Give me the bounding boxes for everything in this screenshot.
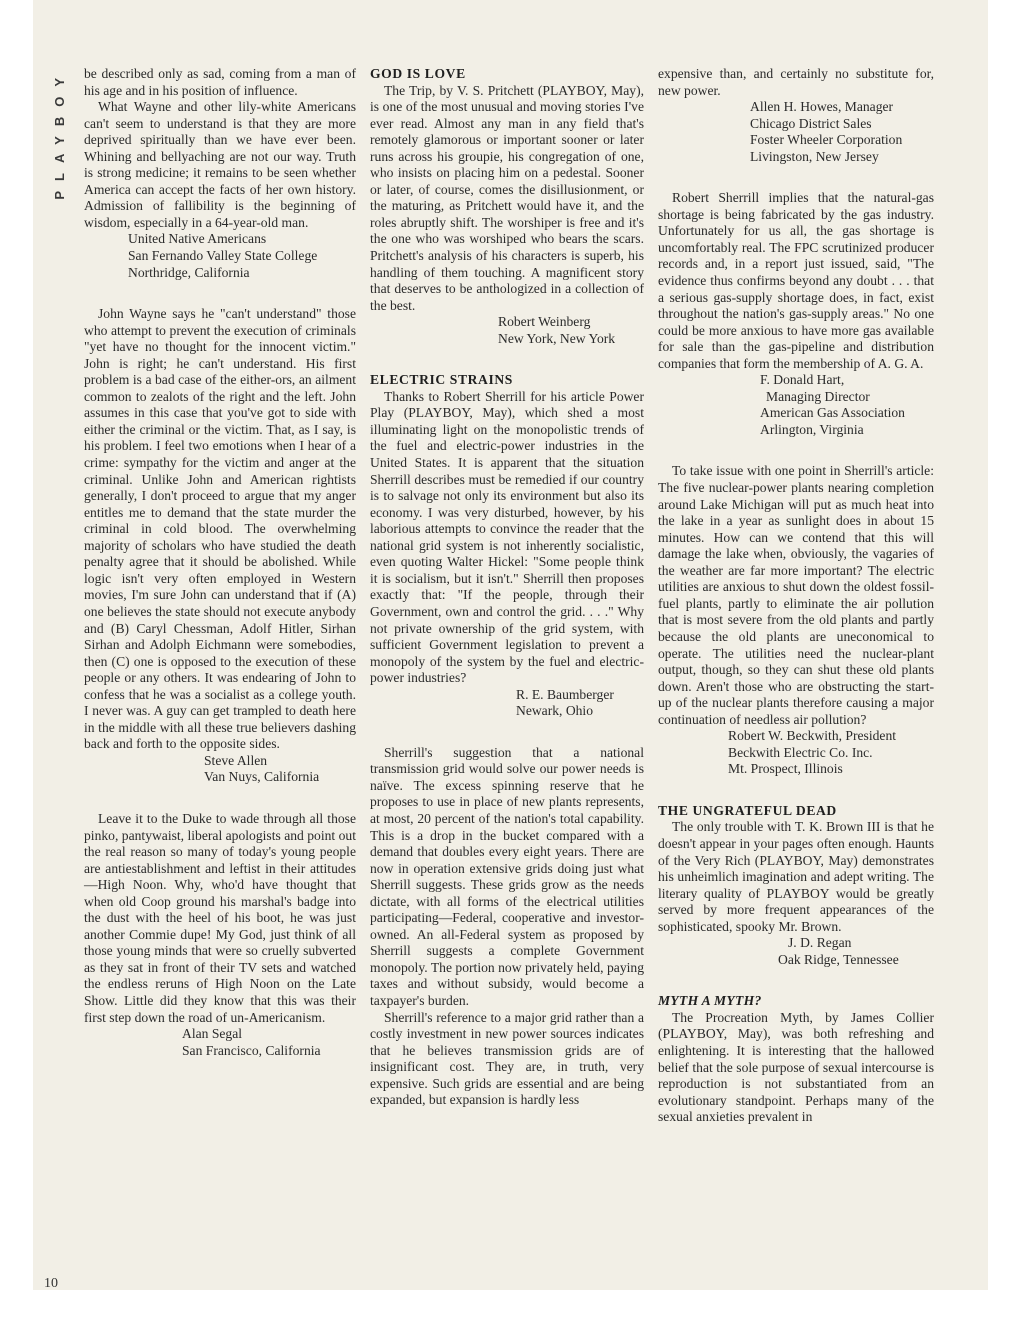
letter-signature <box>84 1026 356 1059</box>
signature-line: Steve Allen <box>204 752 268 768</box>
letter-signature <box>658 728 934 778</box>
letter-paragraph: expensive than, and certainly no substitute for, new power. <box>658 66 934 98</box>
signature-line: Beckwith Electric Co. Inc. <box>728 744 873 760</box>
section-heading: GOD IS LOVE <box>370 66 466 81</box>
letter-signature <box>370 687 644 720</box>
letter-signature <box>658 99 934 165</box>
letter-paragraph: be described only as sad, coming from a man of his age and in his position of influence. <box>84 66 356 98</box>
section-heading: MYTH A MYTH? <box>658 993 762 1009</box>
letter-signature <box>84 753 356 786</box>
letter-paragraph: The Procreation Myth, by James Collier (PLAYBOY, May), was both refreshing and enlightening. It is interesting that the hallowed belief that the sole purpose of sexual intercourse is reproduction is not substantiated from an evolutionary standpoint. Perhaps many of the sexual anxieties prevalent in <box>658 1009 934 1125</box>
signature-line: San Fernando Valley State College <box>128 248 318 264</box>
signature-line: United Native Americans <box>128 231 267 247</box>
section-heading: THE UNGRATEFUL DEAD <box>658 802 837 818</box>
signature-line: San Francisco, California <box>182 1042 321 1058</box>
signature-line: Allen H. Howes, Manager <box>750 99 894 115</box>
letter-paragraph: Leave it to the Duke to wade through all those pinko, pantywaist, liberal apologists and point out the real reason so many of today's young people are antiestablishment and leftist in their attitudes —High Noon. Why, who'd have thought that when old Coop ground his marshal's badge into the dust with the heel of his boot, he was just another Commie dupe! My God, just think of all those young minds that were so cruelly subverted as they sat in front of their TV sets and watched the endless reruns of High Noon on the Late Show. Little did they know that this was their first step down the road of un-Americanism. <box>84 810 356 1025</box>
letter-signature <box>658 372 934 438</box>
letter-paragraph: To take issue with one point in Sherrill's article: The five nuclear-power plants nearing completion around Lake Michigan will put as much heat into the lake in a year as sunlight does in about 15 minutes. How can we contend that this will damage the lake when, obviously, the vagaries of the weather are far more important? The electric utilities are anxious to shut down the oldest fossil-fuel plants, partly to eliminate the air pollution that is most severe from the old plants and partly because the old plants are uneconomical to operate. The utilities need the nuclear-plant output, though, so they can shut these old plants down. Aren't those who are obstructing the start-up of the nuclear plants therefore causing a major continuation of needless air pollution? <box>658 463 934 727</box>
signature-line: Van Nuys, California <box>204 769 320 785</box>
signature-line: F. Donald Hart, <box>760 372 845 388</box>
letter-paragraph: Sherrill's suggestion that a national transmission grid would solve our power needs is naïve. The excess spinning reserve that he proposes to use in place of new plants represents, at most, 20 percent of the nation's total capability. This is a drop in the bucket compared with a demand that doubles every eight years. There are now in operation extensive grids doing just what Sherrill suggests. These grids grow as the needs dictate, with all forms of the electrical utilities participating—Federal, cooperative and investor-owned. An all-Federal system as proposed by Sherrill suggests a complete Government monopoly. The portion now privately held, paying taxes and without subsidy, would become a taxpayer's burden. <box>370 744 644 1008</box>
signature-line: R. E. Baumberger <box>516 686 614 702</box>
signature-line: Oak Ridge, Tennessee <box>778 951 899 967</box>
letter-paragraph: The only trouble with T. K. Brown III is that he doesn't appear in your pages often enough. Haunts of the Very Rich (PLAYBOY, May) demonstrates his unheimlich imagination and adept writing. The literary quality of PLAYBOY would be greatly served by more frequent appearances of the sophisticated, spooky Mr. Brown. <box>658 819 934 934</box>
letter-paragraph: John Wayne says he "can't understand" those who attempt to prevent the execution of criminals "yet have no thought for the innocent victim." John is right; he can't understand. His first problem is a bad case of the either-ors, an ailment common to zealots of the right and the left. John assumes in this case that you've got to side with either the criminal or the victim. That, as I say, is his problem. I feel two emotions when I hear of a crime: sympathy for the victim and anger at the criminal. Unlike John and American rightists generally, I don't proceed to argue that my anger entitles me to demand that the state murder the criminal in cold blood. The overwhelming majority of scholars who have studied the death penalty agree that it should be abolished. While logic isn't very often employed in Western movies, I'm sure John can understand that if (A) one believes the state should not execute anybody and (B) Caryl Chessman, Adolf Hitler, Sirhan Sirhan and Adolph Eichmann were somebodies, then (C) one is opposed to the execution of these people or any others. It was endearing of John to confess that he was a socialist as a college youth. I never was. A guy can get trampled to death here in the middle with all these true believers dashing back and forth to the opposite sides. <box>84 306 356 752</box>
signature-line: J. D. Regan <box>788 935 852 951</box>
column-2 <box>370 66 644 1109</box>
signature-line: Mt. Prospect, Illinois <box>728 761 843 777</box>
masthead: PLAYBOY <box>52 68 67 200</box>
letter-paragraph: Robert Sherrill implies that the natural-gas shortage is being fabricated by the gas industry. Unfortunately for us all, the gas shortage is uncomfortably real. The FPC scrutinized producer records and, in a report just issued, said, "The evidence thus confirms beyond any doubt . . . that a serious gas-supply shortage does, in fact, exist throughout the nation's gas-supply areas." No one could be more anxious to have more gas available for sale than the gas-pipeline and distribution companies that form the membership of A. G. A. <box>658 190 934 371</box>
signature-line: Newark, Ohio <box>516 703 594 719</box>
column-3 <box>658 66 934 1126</box>
signature-line: Livingston, New Jersey <box>750 148 879 164</box>
signature-line: American Gas Association <box>760 405 905 421</box>
letter-paragraph: Sherrill's reference to a major grid rather than a costly investment in new power sources indicates that he believes transmission grids are of insignificant cost. They are, in truth, very expensive. Such grids are essential and are being expanded, but expansion is hardly less <box>370 1009 644 1108</box>
letter-paragraph: The Trip, by V. S. Pritchett (PLAYBOY, May), is one of the most unusual and moving stories I've ever read. Almost any man in any field that's remotely glamorous or important sooner or later runs across his groupie, his congregation of one, who insists on placing him on a pedestal. Sooner or later, of course, comes the disillusionment, or the maturing, as Pritchett would have it, and the roles abruptly shift. The worshiper is free and it's the one who was worshiped who bears the scars. Pritchett's analysis of his characters is superb, his handling of them touching. A magnificent story that deserves to be anthologized in a collection of the best. <box>370 82 644 313</box>
section-heading: ELECTRIC STRAINS <box>370 372 513 388</box>
letter-signature <box>658 935 934 968</box>
page-number: 10 <box>44 1276 58 1291</box>
signature-line: Arlington, Virginia <box>760 421 864 437</box>
signature-line: Chicago District Sales <box>750 115 872 131</box>
signature-line: Northridge, California <box>128 264 250 280</box>
letter-paragraph: What Wayne and other lily-white Americans can't seem to understand is that they are more deprived spiritually than we have ever been. Whining and bellyaching are not our way. Truth is strong medicine; it remains to be seen whether America can accept the facts of her own history. Admission of fallibility is the beginning of wisdom, especially in a 64-year-old man. <box>84 99 356 230</box>
signature-line: Robert Weinberg <box>498 314 591 330</box>
signature-line: New York, New York <box>498 330 616 346</box>
column-1 <box>84 66 356 1059</box>
signature-line: Foster Wheeler Corporation <box>750 132 903 148</box>
signature-line: Managing Director <box>766 388 870 404</box>
letter-paragraph: Thanks to Robert Sherrill for his article Power Play (PLAYBOY, May), which shed a most illuminating light on the monopolistic trends of the fuel and electric-power industries in the United States. It is apparent that the situation Sherrill describes must be remedied if our country is to salvage not only its environment but also its economy. I was very disturbed, however, by his laborious attempts to convince the reader that the national grid system is not inherently socialistic, even quoting Walter Hickel: "Some people think it is socialism, but it isn't." Sherrill then proposes exactly that: "If the people, through their Government, own and control the grid. . . ." Why not private ownership of the grid system, with sufficient Government legislation to prevent a monopoly of the system by the fuel and electric-power industries? <box>370 388 644 686</box>
letter-signature <box>370 314 644 347</box>
signature-line: Alan Segal <box>182 1026 243 1042</box>
letter-signature <box>84 231 356 281</box>
signature-line: Robert W. Beckwith, President <box>728 728 897 744</box>
